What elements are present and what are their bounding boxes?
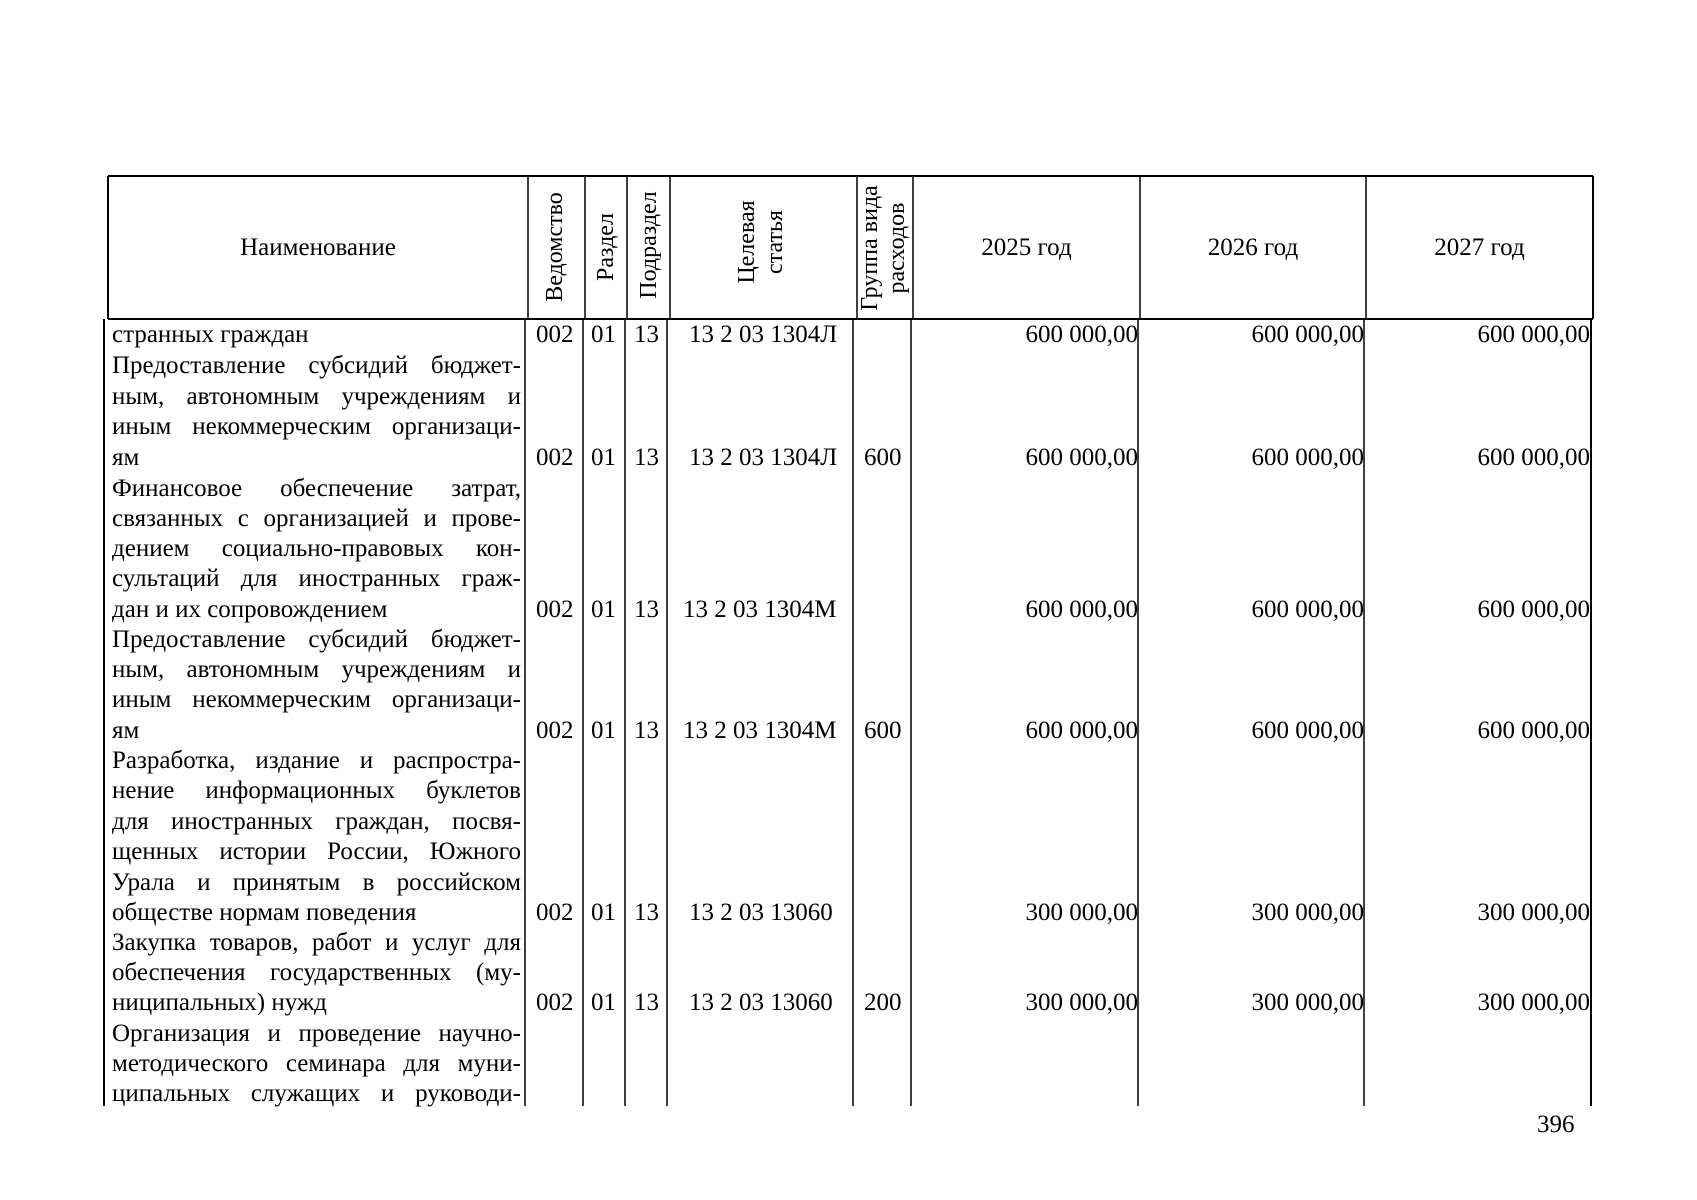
row-name-line: для иностранных граждан, посвя- bbox=[112, 808, 521, 835]
header-name: Наименование bbox=[240, 234, 396, 261]
row-target: 13 2 03 13060 bbox=[689, 989, 833, 1016]
row-target: 13 2 03 1304М bbox=[683, 596, 837, 623]
header-group-line1: Группа вида bbox=[857, 185, 883, 311]
row-name-line: ципальных служащих и руководи- bbox=[112, 1080, 521, 1107]
row-target: 13 2 03 1304Л bbox=[689, 321, 838, 348]
row-name-line: Закупка товаров, работ и услуг для bbox=[112, 929, 521, 956]
row-name-line: Урала и принятым в российском bbox=[112, 869, 521, 896]
row-2025: 600 000,00 bbox=[1025, 596, 1138, 623]
header-subsection: Подраздел bbox=[636, 191, 662, 299]
row-dept: 002 bbox=[536, 321, 574, 348]
header-2025: 2025 год bbox=[981, 234, 1072, 261]
row-target: 13 2 03 1304Л bbox=[689, 444, 838, 471]
row-section: 01 bbox=[591, 321, 616, 348]
row-name-line: щенных истории России, Южного bbox=[112, 838, 521, 865]
row-2027: 600 000,00 bbox=[1477, 444, 1590, 471]
row-2026: 600 000,00 bbox=[1251, 596, 1364, 623]
row-name-line: иным некоммерческим организаци- bbox=[112, 413, 521, 440]
row-2025: 600 000,00 bbox=[1025, 444, 1138, 471]
row-2027: 300 000,00 bbox=[1477, 899, 1590, 926]
row-subsection: 13 bbox=[634, 321, 659, 348]
row-name-line: обществе нормам поведения bbox=[112, 899, 417, 926]
row-name-line: обеспечения государственных (му- bbox=[112, 959, 521, 986]
row-name-line: Предоставление субсидий бюджет- bbox=[112, 352, 521, 379]
row-2025: 300 000,00 bbox=[1025, 989, 1138, 1016]
row-name-line: нение информационных буклетов bbox=[112, 777, 521, 804]
header-group bbox=[857, 176, 911, 320]
header-2027: 2027 год bbox=[1434, 234, 1525, 261]
row-name-line: ниципальных) нужд bbox=[112, 989, 327, 1016]
row-section: 01 bbox=[591, 596, 616, 623]
row-subsection: 13 bbox=[634, 596, 659, 623]
row-section: 01 bbox=[591, 717, 616, 744]
row-name-line: Разработка, издание и распростра- bbox=[112, 747, 521, 774]
row-name-line: методического семинара для муни- bbox=[112, 1050, 521, 1077]
row-group: 200 bbox=[864, 989, 902, 1016]
row-section: 01 bbox=[591, 989, 616, 1016]
row-group: 600 bbox=[864, 717, 902, 744]
row-target: 13 2 03 1304М bbox=[683, 717, 837, 744]
header-2026: 2026 год bbox=[1207, 234, 1299, 261]
row-name-line: сультаций для иностранных граж- bbox=[112, 565, 521, 592]
header-section: Раздел bbox=[593, 213, 619, 281]
row-2027: 600 000,00 bbox=[1477, 321, 1590, 348]
row-2025: 600 000,00 bbox=[1025, 717, 1138, 744]
header-target bbox=[733, 187, 789, 297]
header-dept: Ведомство bbox=[542, 192, 568, 302]
row-name-line: Организация и проведение научно- bbox=[112, 1020, 521, 1047]
row-group: 600 bbox=[864, 444, 902, 471]
row-dept: 002 bbox=[536, 989, 574, 1016]
row-section: 01 bbox=[591, 444, 616, 471]
row-name-line: ным, автономным учреждениям и bbox=[112, 383, 521, 410]
row-2026: 300 000,00 bbox=[1251, 899, 1364, 926]
header-group-line2: расходов bbox=[884, 202, 910, 294]
row-2027: 600 000,00 bbox=[1477, 717, 1590, 744]
row-name-line: ям bbox=[112, 444, 140, 471]
row-name-line: иным некоммерческим организаци- bbox=[112, 686, 521, 713]
row-subsection: 13 bbox=[634, 989, 659, 1016]
row-2026: 600 000,00 bbox=[1251, 444, 1364, 471]
row-2027: 300 000,00 bbox=[1477, 989, 1590, 1016]
row-subsection: 13 bbox=[634, 899, 659, 926]
row-name: странных граждан bbox=[112, 321, 309, 348]
row-2026: 600 000,00 bbox=[1251, 717, 1364, 744]
row-dept: 002 bbox=[536, 717, 574, 744]
header-target-line2: статья bbox=[762, 210, 788, 274]
row-name-line: дением социально-правовых кон- bbox=[112, 535, 521, 562]
row-2027: 600 000,00 bbox=[1477, 596, 1590, 623]
header-target-line1: Целевая bbox=[734, 200, 760, 284]
row-name-line: ным, автономным учреждениям и bbox=[112, 656, 521, 683]
row-dept: 002 bbox=[536, 444, 574, 471]
row-2025: 600 000,00 bbox=[1025, 321, 1138, 348]
row-subsection: 13 bbox=[634, 717, 659, 744]
row-section: 01 bbox=[591, 899, 616, 926]
row-dept: 002 bbox=[536, 596, 574, 623]
row-name-line: ям bbox=[112, 717, 140, 744]
row-2026: 600 000,00 bbox=[1251, 321, 1364, 348]
row-subsection: 13 bbox=[634, 444, 659, 471]
row-2026: 300 000,00 bbox=[1251, 989, 1364, 1016]
row-dept: 002 bbox=[536, 899, 574, 926]
row-name-line: Финансовое обеспечение затрат, bbox=[112, 475, 521, 502]
row-2025: 300 000,00 bbox=[1025, 899, 1138, 926]
row-name-line: дан и их сопровождением bbox=[112, 596, 388, 623]
row-name-line: Предоставление субсидий бюджет- bbox=[112, 626, 521, 653]
row-name-line: связанных с организацией и прове- bbox=[112, 505, 521, 532]
row-target: 13 2 03 13060 bbox=[689, 899, 833, 926]
page-number: 396 bbox=[1537, 1111, 1575, 1138]
